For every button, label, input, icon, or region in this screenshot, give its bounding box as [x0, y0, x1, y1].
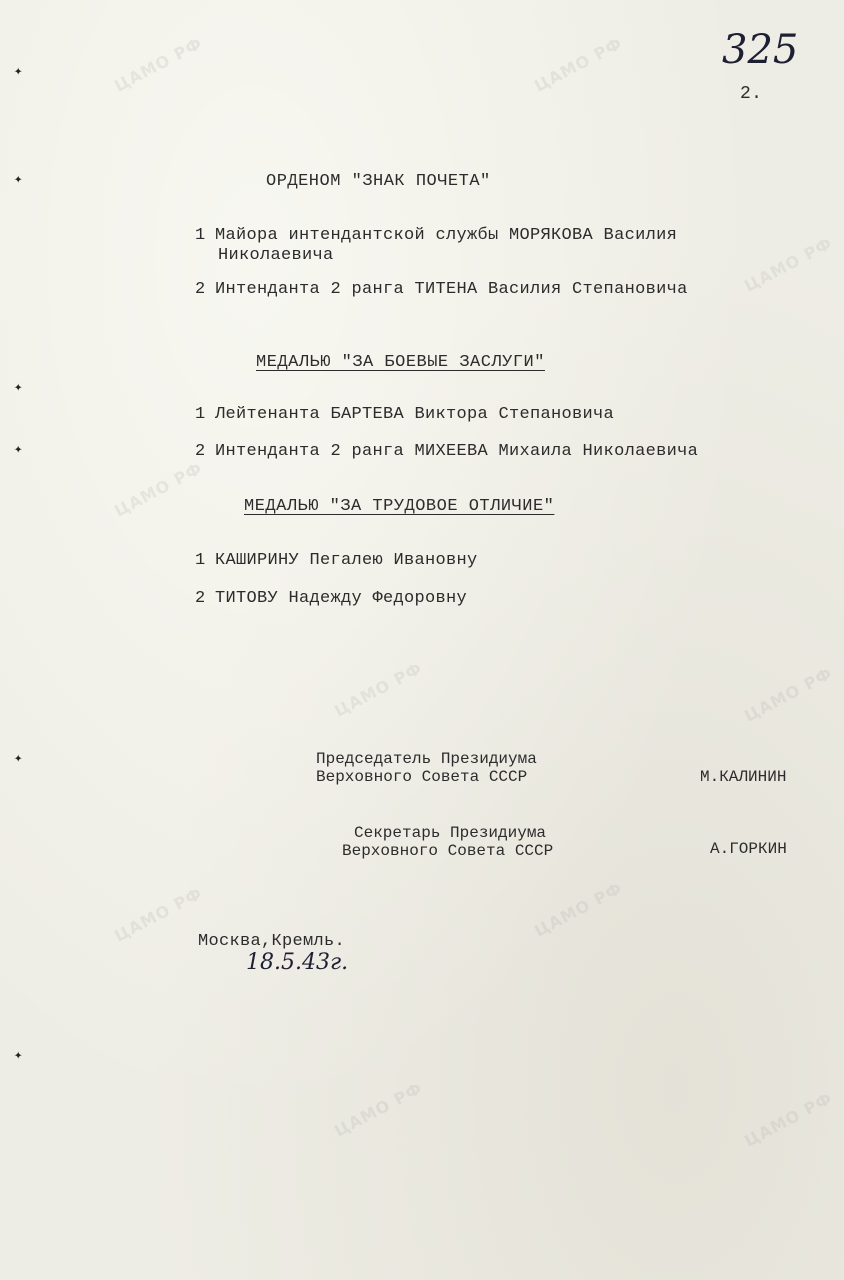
- binding-hole-mark: ✦: [14, 442, 23, 458]
- item-text: КАШИРИНУ Пегалею Ивановну: [215, 551, 478, 570]
- item-number: 1: [195, 405, 206, 424]
- watermark: ЦАМО РФ: [331, 658, 426, 721]
- signature-title-line: Верховного Совета СССР: [342, 842, 554, 860]
- list-item: [195, 589, 467, 608]
- item-text: Интенданта 2 ранга ТИТЕНА Василия Степановича: [215, 280, 688, 299]
- section-heading-order: ОРДЕНОМ "ЗНАК ПОЧЕТА": [266, 172, 491, 191]
- section-heading-medal-labour: МЕДАЛЬЮ "ЗА ТРУДОВОЕ ОТЛИЧИЕ": [244, 497, 555, 516]
- watermark: ЦАМО РФ: [531, 33, 626, 96]
- item-number: 1: [195, 551, 206, 570]
- typed-page-number: 2.: [740, 84, 763, 104]
- list-item: [195, 280, 688, 299]
- binding-hole-mark: ✦: [14, 1048, 23, 1064]
- signature-name: М.КАЛИНИН: [700, 768, 787, 786]
- list-item: [195, 442, 698, 461]
- list-item: [195, 551, 478, 570]
- watermark: ЦАМО РФ: [741, 233, 836, 296]
- watermark: ЦАМО РФ: [331, 1078, 426, 1141]
- item-text: Лейтенанта БАРТЕВА Виктора Степановича: [215, 405, 615, 424]
- item-number: 2: [195, 589, 206, 608]
- watermark: ЦАМО РФ: [741, 1088, 836, 1151]
- item-text: ТИТОВУ Надежду Федоровну: [215, 589, 468, 608]
- signature-title: [316, 750, 537, 786]
- item-text: Интенданта 2 ранга МИХЕЕВА Михаила Николаевича: [215, 442, 699, 461]
- list-item: [195, 405, 614, 424]
- item-text: Майора интендантской службы МОРЯКОВА Василия: [215, 226, 678, 245]
- item-number: 2: [195, 442, 206, 461]
- signature-title-line: Председатель Президиума: [316, 750, 537, 768]
- watermark: ЦАМО РФ: [111, 458, 206, 521]
- signature-title: [342, 824, 553, 860]
- list-item-continuation: Николаевича: [218, 246, 334, 265]
- binding-hole-mark: ✦: [14, 380, 23, 396]
- watermark: ЦАМО РФ: [741, 663, 836, 726]
- binding-hole-mark: ✦: [14, 172, 23, 188]
- watermark: ЦАМО РФ: [111, 883, 206, 946]
- item-number: 1: [195, 226, 206, 245]
- section-heading-medal-combat: МЕДАЛЬЮ "ЗА БОЕВЫЕ ЗАСЛУГИ": [256, 353, 545, 372]
- place-text: Москва,Кремль.: [198, 932, 346, 951]
- signature-title-line: Верховного Совета СССР: [316, 768, 528, 786]
- signature-name: А.ГОРКИН: [710, 840, 787, 858]
- handwritten-date: 18.5.43г.: [246, 950, 349, 975]
- handwritten-page-number: 325: [722, 27, 799, 73]
- signature-title-line: Секретарь Президиума: [354, 824, 547, 842]
- watermark: ЦАМО РФ: [111, 33, 206, 96]
- watermark: ЦАМО РФ: [531, 878, 626, 941]
- item-number: 2: [195, 280, 206, 299]
- binding-hole-mark: ✦: [14, 64, 23, 80]
- list-item: [195, 226, 677, 245]
- binding-hole-mark: ✦: [14, 751, 23, 767]
